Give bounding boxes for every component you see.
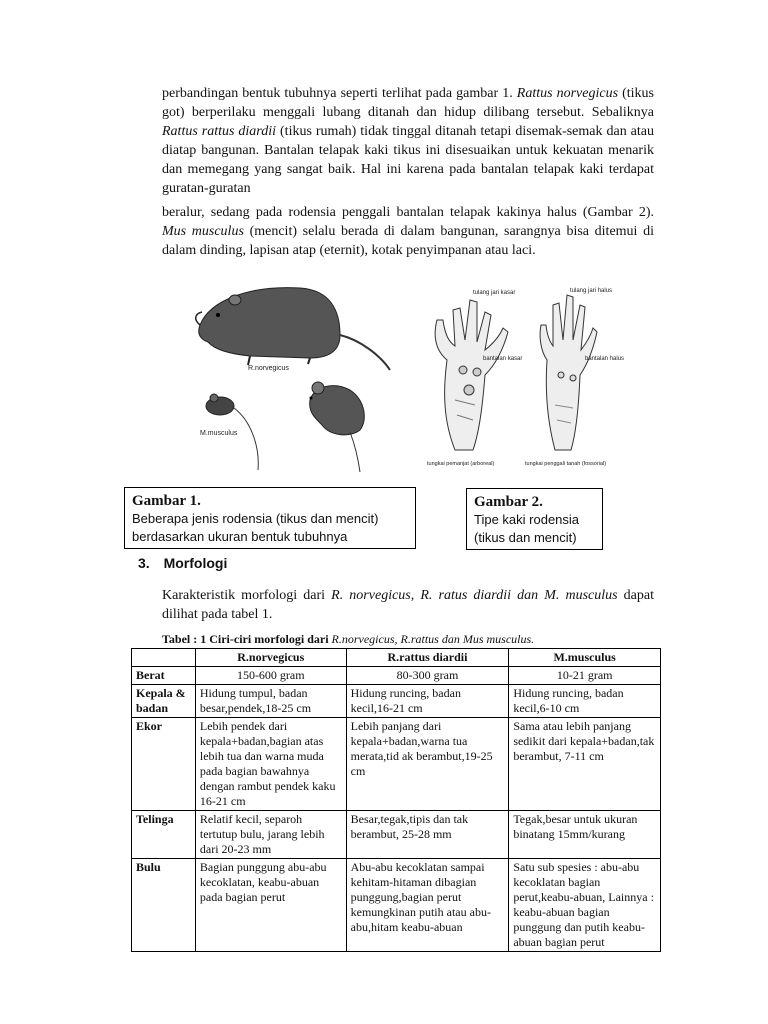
foot-climbing-drawing bbox=[435, 300, 508, 450]
label-bantalan-kasar: bantalan kasar bbox=[483, 356, 523, 362]
caption-box-gambar1 bbox=[124, 487, 416, 549]
paragraph-morfologi bbox=[162, 586, 654, 624]
table-header-row bbox=[132, 649, 661, 667]
table-header-cell: R.norvegicus bbox=[195, 649, 346, 667]
table-cell: Abu-abu kecoklatan sampai kehitam-hitaman dibagian punggung,bagian perut kemungkinan putih atau abu-abu,hitam keabu-abuan bbox=[346, 859, 509, 952]
table-header-cell bbox=[132, 649, 196, 667]
table-cell: Hidung tumpul, badan besar,pendek,18-25 cm bbox=[195, 685, 346, 718]
section-title: Morfologi bbox=[163, 555, 228, 571]
morphology-table bbox=[131, 648, 661, 952]
table-cell: 150-600 gram bbox=[195, 667, 346, 685]
section-number: 3. bbox=[138, 555, 150, 571]
table-caption bbox=[162, 632, 534, 647]
gambar1-title: Gambar 1. bbox=[132, 493, 201, 509]
caption-box-gambar2 bbox=[466, 488, 603, 550]
table-cell: 10-21 gram bbox=[509, 667, 661, 685]
text-run: beralur, sedang pada rodensia penggali bantalan telapak kakinya halus (Gambar 2). bbox=[162, 205, 654, 220]
table-cell: Bagian punggung abu-abu kecoklatan, keabu-abuan pada bagian perut bbox=[195, 859, 346, 952]
paragraph-continuation bbox=[162, 203, 654, 260]
paragraph-intro bbox=[162, 84, 654, 198]
table-row bbox=[132, 859, 661, 952]
text-run: Mus musculus bbox=[162, 224, 244, 239]
table-row-label: Telinga bbox=[132, 811, 196, 859]
table-cell: Hidung runcing, badan kecil,6-10 cm bbox=[509, 685, 661, 718]
text-run: (mencit) selalu berada di dalam bangunan, sarangnya bisa ditemui di dalam dinding, lapisan atap (eternit), kotak penyimpanan atau laci. bbox=[162, 224, 654, 258]
table-header-cell: M.musculus bbox=[509, 649, 661, 667]
text-run: R. norvegicus, R. ratus diardii dan M. musculus bbox=[331, 588, 618, 603]
label-bantalan-halus: bantalan halus bbox=[585, 356, 625, 362]
table-cell: Lebih panjang dari kepala+badan,warna tua merata,tid ak berambut,19-25 cm bbox=[346, 718, 509, 811]
section-heading bbox=[138, 555, 227, 571]
text-run: perbandingan bentuk tubuhnya seperti terlihat pada gambar 1. bbox=[162, 86, 517, 101]
table-row-label: Kepala & badan bbox=[132, 685, 196, 718]
text-run: (tikus rumah) tidak tinggal ditanah tetapi disemak-semak dan atau diatap bangunan. Bantalan telapak kaki tikus ini disesuaikan untuk kekuatan menarik dan memegang yang sangat baik. Hal ini karena pada bantalan telapak kaki terdapat guratan-guratan bbox=[162, 124, 654, 196]
text-run: Rattus norvegicus bbox=[516, 86, 619, 101]
table-cell: 80-300 gram bbox=[346, 667, 509, 685]
gambar2-title: Gambar 2. bbox=[474, 494, 543, 510]
gambar1-line2: berdasarkan ukuran bentuk tubuhnya bbox=[132, 529, 348, 544]
table-row-label: Berat bbox=[132, 667, 196, 685]
table-cell: Besar,tegak,tipis dan tak berambut, 25-28 mm bbox=[346, 811, 509, 859]
table-cell: Hidung runcing, badan kecil,16-21 cm bbox=[346, 685, 509, 718]
table-row bbox=[132, 667, 661, 685]
table-cell: Lebih pendek dari kepala+badan,bagian atas lebih tua dan warna muda pada bagian bawahnya dengan rambut pendek kaku 16-21 cm bbox=[195, 718, 346, 811]
text-run: Karakteristik morfologi dari bbox=[162, 588, 332, 603]
gambar1-line1: Beberapa jenis rodensia (tikus dan mencit) bbox=[132, 511, 379, 526]
label-kasar: tulang jari kasar bbox=[473, 290, 516, 296]
foot-figure bbox=[425, 280, 625, 470]
table-cell: Relatif kecil, separoh tertutup bulu, jarang lebih dari 20-23 mm bbox=[195, 811, 346, 859]
label-rnorvegicus: R.norvegicus bbox=[248, 365, 289, 372]
label-mmusculus: M.musculus bbox=[200, 430, 238, 437]
text-run: Rattus rattus diardii bbox=[162, 124, 277, 139]
table-row bbox=[132, 811, 661, 859]
table-caption-prefix: Tabel : 1 Ciri-ciri morfologi dari bbox=[162, 632, 332, 646]
mus-musculus-drawing-right bbox=[310, 382, 365, 472]
label-halus: tulang jari halus bbox=[570, 288, 613, 294]
gambar2-line1: Tipe kaki rodensia bbox=[474, 512, 580, 527]
table-caption-species: R.norvegicus, R.rattus dan Mus musculus. bbox=[331, 632, 535, 646]
table-row bbox=[132, 685, 661, 718]
foot-digging-drawing bbox=[540, 295, 597, 450]
gambar2-line2: (tikus dan mencit) bbox=[474, 530, 577, 545]
text-run: dapat dilihat pada tabel 1. bbox=[162, 588, 654, 622]
label-pemanjat: tungkai pemanjat (arboreal) bbox=[427, 461, 495, 467]
table-row-label: Ekor bbox=[132, 718, 196, 811]
text-run: (tikus got) berperilaku menggali lubang ditanah dan hidup dilibang tersebut. Sebaliknya bbox=[162, 86, 654, 120]
table-cell: Satu sub spesies : abu-abu kecoklatan bagian perut,keabu-abuan, Lainnya : keabu-abuan bagian punggung dan putih keabu-abuan bagian perut bbox=[509, 859, 661, 952]
label-penggali: tungkai penggali tanah (fossorial) bbox=[525, 461, 607, 467]
table-cell: Sama atau lebih panjang sedikit dari kepala+badan,tak berambut, 7-11 cm bbox=[509, 718, 661, 811]
rodent-figure bbox=[190, 280, 400, 475]
table-header-cell: R.rattus diardii bbox=[346, 649, 509, 667]
table-cell: Tegak,besar untuk ukuran binatang 15mm/kurang bbox=[509, 811, 661, 859]
table-row bbox=[132, 718, 661, 811]
table-row-label: Bulu bbox=[132, 859, 196, 952]
rattus-norvegicus-drawing bbox=[196, 288, 390, 370]
